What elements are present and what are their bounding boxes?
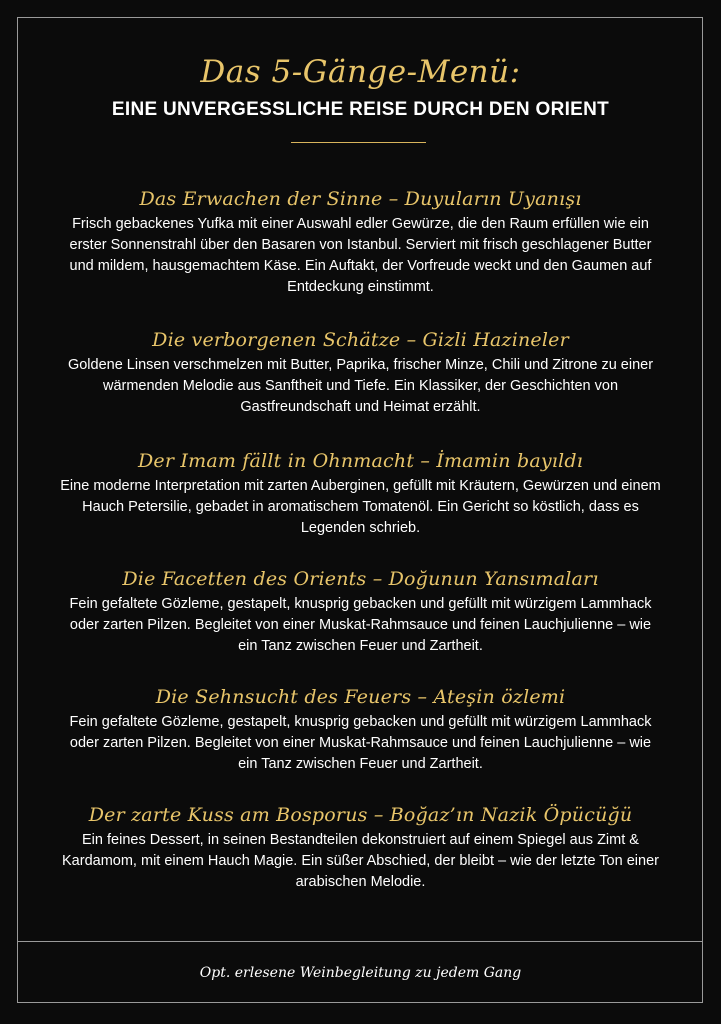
course-description: Ein feines Dessert, in seinen Bestandteilen dekonstruiert auf einem Spiegel aus Zimt & Kardamom, mit einem Hauch Magie. Ein süßer Abschied, der bleibt – wie der letzte Ton einer arabischen Melodie. xyxy=(62,832,659,890)
course-description: Eine moderne Interpretation mit zarten Auberginen, gefüllt mit Kräutern, Gewürzen und einem Hauch Petersilie, gebadet in aromatischem Tomatenöl. Ein Gericht so köstlich, dass es Legenden schrieb. xyxy=(60,478,661,536)
course-1 xyxy=(60,186,661,298)
course-title: Das Erwachen der Sinne – Duyuların Uyanışı xyxy=(139,188,582,210)
course-description: Goldene Linsen verschmelzen mit Butter, Paprika, frischer Minze, Chili und Zitrone zu einer wärmenden Melodie aus Sanftheit und Tiefe. Ein Klassiker, der Geschichten von Gastfreundschaft und Heimat erzählt. xyxy=(67,357,654,415)
course-3 xyxy=(60,448,661,539)
course-title: Der Imam fällt in Ohnmacht – İmamin bayıldı xyxy=(138,450,583,472)
course-description: Fein gefaltete Gözleme, gestapelt, knusprig gebacken und gefüllt mit würzigem Lammhack oder zarten Pilzen. Begleitet von einer Muskat-Rahmsauce und feinen Lauchjulienne – wie ein Tanz zwischen Feuer und Zartheit. xyxy=(69,596,652,654)
menu-subtitle: EINE UNVERGESSLICHE REISE DURCH DEN ORIENT xyxy=(111,99,610,120)
course-5 xyxy=(60,684,661,775)
title-divider xyxy=(291,142,426,143)
course-4 xyxy=(60,566,661,657)
course-title: Der zarte Kuss am Bosporus – Boğaz’ın Nazik Öpücüğü xyxy=(88,804,633,826)
course-6 xyxy=(60,802,661,893)
menu-title: Das 5-Gänge-Menü: xyxy=(200,54,521,90)
course-2 xyxy=(60,327,661,418)
course-description: Frisch gebackenes Yufka mit einer Auswahl edler Gewürze, die den Raum erfüllen wie ein erster Sonnenstrahl über den Basaren von Istanbul. Serviert mit frisch geschlagener Butter und mildem, hausgemachtem Käse. Ein Auftakt, der Vorfreude weckt und den Gaumen auf Entdeckung einstimmt. xyxy=(69,216,652,295)
course-description: Fein gefaltete Gözleme, gestapelt, knusprig gebacken und gefüllt mit würzigem Lammhack oder zarten Pilzen. Begleitet von einer Muskat-Rahmsauce und feinen Lauchjulienne – wie ein Tanz zwischen Feuer und Zartheit. xyxy=(69,714,652,772)
footer-divider xyxy=(17,941,703,942)
wine-pairing-note: Opt. erlesene Weinbegleitung zu jedem Gang xyxy=(199,965,522,981)
course-title: Die Facetten des Orients – Doğunun Yansımaları xyxy=(122,568,599,590)
course-title: Die Sehnsucht des Feuers – Ateşin özlemi xyxy=(155,686,566,708)
course-title: Die verborgenen Schätze – Gizli Hazineler xyxy=(152,329,569,351)
